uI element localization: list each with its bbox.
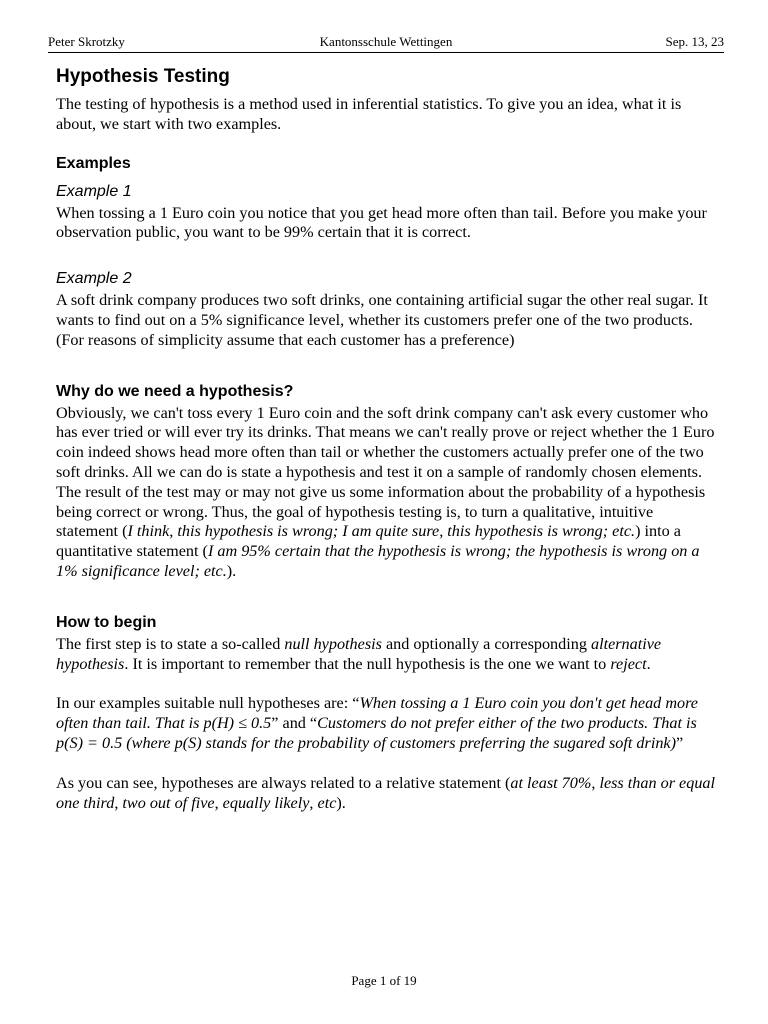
begin-p1-reject: reject: [610, 654, 647, 673]
header-author: Peter Skrotzky: [48, 34, 125, 49]
header-school: Kantonsschule Wettingen: [319, 34, 453, 49]
why-text-c: ) into a quantitative statement (: [56, 522, 681, 561]
begin-p3-c: ,: [591, 773, 600, 792]
why-paragraph: [56, 404, 716, 582]
why-text-a: Obviously, we can't toss every 1 Euro coin and the soft drink company can't ask every customer who has ever tried or will ever try its drinks. That means we can't really prove or reject whether the 1 Euro coin indeed shows head more often than tail or whether the customers actually prefer one of the two soft drinks. All we can do is state a hypothesis and test it on a sample of randomly chosen elements. The result of the test may or may not give us some information about the probability of a hypothesis being correct or wrong. Thus, the goal of hypothesis testing is, to turn a qualitative, intuitive statement (: [56, 403, 715, 541]
begin-p2-c: ” and “: [271, 714, 318, 733]
example1-heading: Example 1: [56, 182, 132, 200]
begin-paragraph-1: [56, 635, 716, 675]
begin-p3-g: ,: [214, 793, 223, 812]
why-text-e: ).: [226, 561, 237, 580]
begin-paragraph-2: [56, 694, 716, 753]
begin-p3-k: ).: [336, 793, 346, 812]
begin-p3-example-5: etc: [317, 793, 337, 812]
page-header: [48, 34, 724, 53]
begin-p1-e: . It is important to remember that the null hypothesis is the one we want to: [124, 654, 611, 673]
why-text-qualitative: I think, this hypothesis is wrong; I am quite sure, this hypothesis is wrong; etc.: [127, 522, 636, 541]
example2-paragraph: A soft drink company produces two soft drinks, one containing artificial sugar the other real sugar. It wants to find out on a 5% significance level, whether its customers prefer one of the two products. (For reasons of simplicity assume that each customer has a preference): [56, 291, 708, 349]
begin-p3-example-3: two out of five: [122, 793, 215, 812]
begin-p3-a: As you can see, hypotheses are always related to a relative statement (: [56, 773, 511, 792]
example2-heading: Example 2: [56, 270, 132, 288]
example1-paragraph: When tossing a 1 Euro coin you notice that you get head more often than tail. Before you make your observation public, you want to be 99% certain that it is correct.: [56, 203, 707, 242]
begin-p1-c: and optionally a corresponding: [381, 634, 591, 653]
why-text-quantitative: I am 95% certain that the hypothesis is wrong; the hypothesis is wrong on a 1% significance level; etc.: [56, 542, 700, 580]
begin-p1-a: The first step is to state a so-called: [56, 634, 285, 653]
begin-p1-g: .: [646, 654, 651, 673]
document-title: Hypothesis Testing: [56, 66, 230, 87]
document-body: [56, 64, 716, 813]
intro-paragraph: The testing of hypothesis is a method used in inferential statistics. To give you an idea, what it is about, we start with two examples.: [56, 95, 682, 133]
begin-paragraph-3: [56, 774, 716, 814]
begin-p3-e: ,: [114, 793, 123, 812]
begin-heading: How to begin: [56, 613, 157, 631]
begin-p3-example-1: at least 70%: [510, 773, 592, 792]
begin-p2-e: ”: [676, 733, 684, 752]
examples-heading: Examples: [56, 154, 131, 172]
begin-p1-alt: alternative hypothesis: [56, 634, 662, 673]
page-number: Page 1 of 19: [351, 973, 417, 988]
begin-p2-drink-hypothesis: Customers do not prefer either of the two products. That is p(S) = 0.5 (where p(S) stands for the probability of customers preferring the sugared soft drink): [56, 714, 697, 752]
begin-p2-a: In our examples suitable null hypotheses are: “: [56, 694, 360, 713]
begin-p3-example-4: equally likely: [222, 793, 310, 812]
begin-p2-coin-hypothesis: When tossing a 1 Euro coin you don't get head more often than tail. That is p(H) ≤ 0.5: [56, 694, 698, 733]
why-heading: Why do we need a hypothesis?: [56, 382, 294, 400]
begin-p3-example-2: less than or equal one third: [56, 773, 716, 812]
begin-p3-i: ,: [309, 793, 318, 812]
begin-p1-null: null hypothesis: [284, 634, 382, 653]
header-date: Sep. 13, 23: [665, 34, 724, 49]
